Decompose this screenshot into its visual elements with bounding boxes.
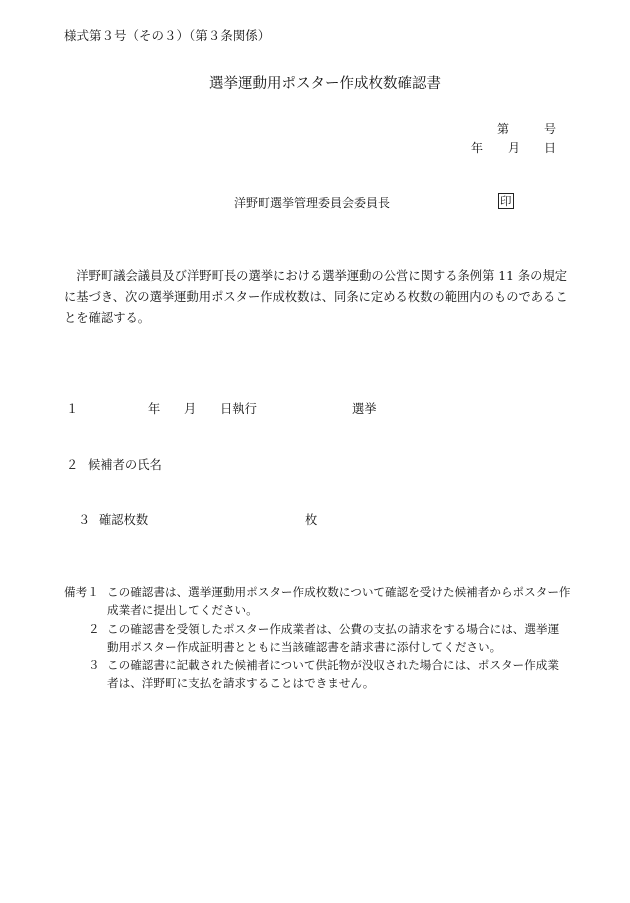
note-1-text: この確認書は、選挙運動用ポスター作成枚数について確認を受けた候補者からポスター作成業者に提出してください。 — [107, 585, 571, 617]
note-2-number: ２ — [88, 622, 100, 636]
number-prefix: 第 — [497, 122, 510, 136]
item3-number: ３ — [78, 513, 91, 527]
item2-candidate-name-label: 候補者の氏名 — [88, 458, 162, 472]
note-3-number: ３ — [88, 658, 100, 672]
item1-day-label: 日執行 — [220, 402, 257, 416]
item1-number: １ — [66, 402, 79, 416]
item1-month-label: 月 — [184, 402, 197, 416]
item3-count-unit: 枚 — [305, 513, 318, 527]
number-suffix: 号 — [544, 122, 557, 136]
item1-election-label: 選挙 — [352, 402, 377, 416]
document-title: 選挙運動用ポスター作成枚数確認書 — [209, 76, 441, 92]
item1-year-label: 年 — [148, 402, 161, 416]
item2-number: ２ — [66, 458, 79, 472]
notes-heading: 備考１ — [64, 585, 99, 599]
form-number-label: 様式第３号（その３）（第３条関係） — [64, 28, 271, 43]
item3-count-label: 確認枚数 — [99, 513, 149, 527]
date-year-label: 年 — [471, 141, 484, 155]
note-2-text: この確認書を受領したポスター作成業者は、公費の支払の請求をする場合には、選挙運動用ポスター作成証明書とともに当該確認書を請求書に添付してください。 — [107, 622, 560, 654]
note-3-text: この確認書に記載された候補者について供託物が没収された場合には、ポスター作成業者は、洋野町に支払を請求することはできません。 — [107, 658, 559, 690]
seal-mark: 印 — [500, 194, 512, 208]
issuer-name: 洋野町選挙管理委員会委員長 — [234, 196, 391, 210]
body-paragraph: 洋野町議会議員及び洋野町長の選挙における選挙運動の公営に関する条例第 11 条の規定に基づき、次の選挙運動用ポスター作成枚数は、同条に定める枚数の範囲内のものであることを確認する。 — [64, 269, 568, 325]
date-day-label: 日 — [544, 141, 557, 155]
date-month-label: 月 — [508, 141, 521, 155]
